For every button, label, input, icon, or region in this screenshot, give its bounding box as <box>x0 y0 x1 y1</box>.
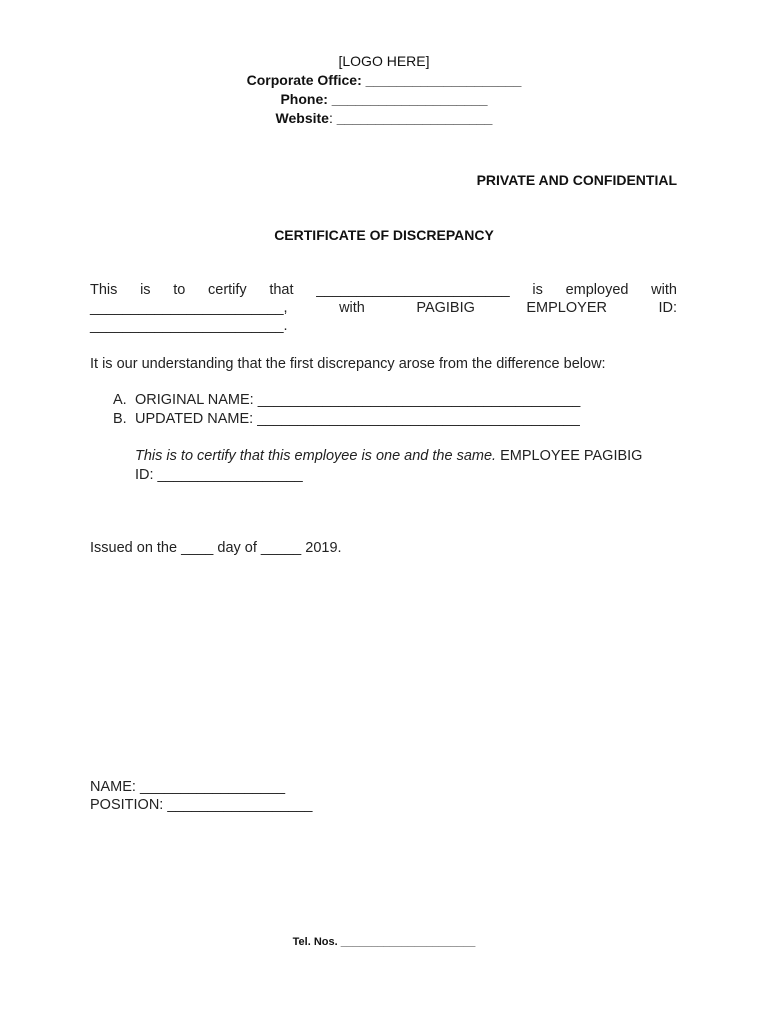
website-label: Website <box>275 110 329 126</box>
employer-name-blank: ________________________, <box>90 300 288 316</box>
certify-word: is <box>140 282 151 298</box>
phone-blank: ____________________ <box>331 91 488 107</box>
certify-word: ID: <box>658 300 677 316</box>
certify-word: with <box>651 282 677 298</box>
phone-line <box>0 91 768 107</box>
corporate-office-blank: ____________________ <box>365 72 522 88</box>
signatory-name-line: NAME: __________________ <box>90 779 286 795</box>
certify-word: PAGIBIG <box>416 300 475 316</box>
website-line <box>0 110 768 126</box>
original-name-line <box>135 392 580 408</box>
employee-name-blank: ________________________ <box>316 282 510 298</box>
website-colon: : <box>328 110 333 126</box>
employee-pagibig-label: EMPLOYEE PAGIBIG <box>496 448 643 464</box>
original-name-label: ORIGINAL NAME: <box>135 392 254 408</box>
certify-word: that <box>269 282 294 298</box>
updated-name-blank: ________________________________________ <box>257 411 580 427</box>
certify-word: employed <box>565 282 629 298</box>
corporate-office-label: Corporate Office: <box>246 72 362 88</box>
telephone-footer: Tel. Nos. ______________________ <box>292 936 476 948</box>
certify-word: with <box>339 300 365 316</box>
certify-row-2 <box>90 300 677 316</box>
updated-name-label: UPDATED NAME: <box>135 411 254 427</box>
certify-word: is <box>532 282 543 298</box>
understanding-paragraph: It is our understanding that the first discrepancy arose from the difference below: <box>90 356 606 372</box>
logo-placeholder: [LOGO HERE] <box>338 53 430 69</box>
issued-date-line: Issued on the ____ day of _____ 2019. <box>90 540 342 556</box>
website-blank: ____________________ <box>336 110 493 126</box>
updated-name-line <box>135 411 580 427</box>
same-person-statement <box>135 448 642 464</box>
signatory-position-line: POSITION: __________________ <box>90 797 313 813</box>
same-person-italic: This is to certify that this employee is one and the same. <box>135 448 497 464</box>
certify-word: certify <box>208 282 247 298</box>
list-item <box>113 411 127 427</box>
certify-word: to <box>173 282 186 298</box>
corporate-office-line <box>0 72 768 88</box>
phone-label: Phone: <box>280 91 328 107</box>
employee-pagibig-id-line: ID: __________________ <box>135 467 303 483</box>
certify-word: EMPLOYER <box>526 300 607 316</box>
list-item <box>113 392 127 408</box>
certificate-title: CERTIFICATE OF DISCREPANCY <box>274 227 494 243</box>
list-marker: B. <box>113 411 127 427</box>
certify-word: This <box>90 282 118 298</box>
certify-row-1 <box>90 282 677 298</box>
list-marker: A. <box>113 392 127 408</box>
confidential-notice: PRIVATE AND CONFIDENTIAL <box>476 172 677 188</box>
employer-id-blank: ________________________. <box>90 318 288 334</box>
original-name-blank: ________________________________________ <box>257 392 581 408</box>
